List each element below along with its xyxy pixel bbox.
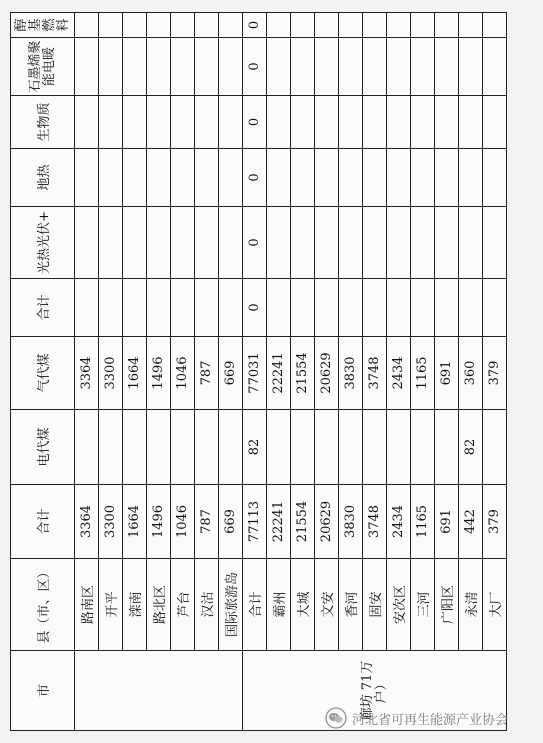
table-row [267,13,291,731]
cell-bio [291,96,315,149]
cell-alcohol [219,13,243,38]
cell-elec [387,410,411,485]
cell-alcohol [411,13,435,38]
cell-gas: 77031 [243,337,267,410]
cell-gas: 1046 [171,337,195,410]
cell-bio [147,96,171,149]
cell-alcohol [363,13,387,38]
table-row [291,13,315,731]
cell-geo [435,149,459,207]
cell-geo [75,149,99,207]
cell-total2 [75,279,99,337]
header-gas: 气代煤 [11,337,75,410]
cell-geo [459,149,483,207]
cell-geo [123,149,147,207]
cell-total2: 0 [243,279,267,337]
table-row [243,13,267,731]
cell-bio [267,96,291,149]
cell-county: 国际旅游岛 [219,559,243,651]
cell-gas: 360 [459,337,483,410]
cell-geo [291,149,315,207]
cell-graphene [99,38,123,96]
cell-gas: 1165 [411,337,435,410]
cell-gas: 787 [195,337,219,410]
cell-graphene [387,38,411,96]
cell-total: 22241 [267,485,291,559]
cell-county: 大城 [291,559,315,651]
cell-gas: 3364 [75,337,99,410]
cell-solar [219,207,243,279]
cell-geo [267,149,291,207]
cell-graphene [171,38,195,96]
cell-total2 [483,279,507,337]
header-geo: 地热 [11,149,75,207]
cell-solar [363,207,387,279]
cell-elec: 82 [243,410,267,485]
cell-elec [99,410,123,485]
cell-bio [363,96,387,149]
cell-elec [123,410,147,485]
cell-solar [75,207,99,279]
cell-total2 [411,279,435,337]
cell-total: 1496 [147,485,171,559]
table-row [435,13,459,731]
cell-bio: 0 [243,96,267,149]
cell-geo [99,149,123,207]
cell-alcohol [315,13,339,38]
cell-graphene [339,38,363,96]
cell-gas: 3830 [339,337,363,410]
cell-graphene: 0 [243,38,267,96]
cell-solar [291,207,315,279]
cell-county: 固安 [363,559,387,651]
cell-alcohol: 0 [243,13,267,38]
cell-elec [483,410,507,485]
table-row [363,13,387,731]
cell-graphene [291,38,315,96]
cell-elec [411,410,435,485]
cell-geo: 0 [243,149,267,207]
cell-total2 [147,279,171,337]
cell-total: 2434 [387,485,411,559]
cell-solar [195,207,219,279]
cell-alcohol [291,13,315,38]
cell-gas: 22241 [267,337,291,410]
cell-total2 [219,279,243,337]
cell-alcohol [195,13,219,38]
cell-gas: 3748 [363,337,387,410]
cell-county: 汉沽 [195,559,219,651]
cell-bio [387,96,411,149]
table-row [387,13,411,731]
cell-geo [339,149,363,207]
cell-alcohol [339,13,363,38]
table-row [171,13,195,731]
cell-bio [75,96,99,149]
cell-alcohol [483,13,507,38]
cell-solar [483,207,507,279]
cell-graphene [315,38,339,96]
cell-graphene [219,38,243,96]
cell-geo [315,149,339,207]
cell-gas: 669 [219,337,243,410]
cell-graphene [195,38,219,96]
cell-solar [99,207,123,279]
cell-graphene [267,38,291,96]
cell-alcohol [171,13,195,38]
cell-county: 路南区 [75,559,99,651]
cell-county: 广阳区 [435,559,459,651]
header-solar: 光热光伏+ [11,207,75,279]
cell-solar [459,207,483,279]
cell-bio [99,96,123,149]
cell-gas: 1664 [123,337,147,410]
cell-bio [123,96,147,149]
cell-total2 [315,279,339,337]
cell-total2 [291,279,315,337]
cell-geo [483,149,507,207]
cell-county: 合计 [243,559,267,651]
cell-county: 霸州 [267,559,291,651]
cell-solar [387,207,411,279]
cell-total: 21554 [291,485,315,559]
cell-total2 [195,279,219,337]
cell-bio [483,96,507,149]
cell-alcohol [267,13,291,38]
cell-geo [147,149,171,207]
table-row [147,13,171,731]
cell-bio [171,96,195,149]
cell-gas: 1496 [147,337,171,410]
cell-graphene [459,38,483,96]
cell-elec [171,410,195,485]
city-cell: 廊坊 71万户） [243,651,507,731]
cell-graphene [123,38,147,96]
cell-county: 大厂 [483,559,507,651]
cell-solar [411,207,435,279]
cell-total: 691 [435,485,459,559]
cell-bio [339,96,363,149]
cell-geo [171,149,195,207]
cell-total2 [363,279,387,337]
cell-graphene [411,38,435,96]
table-row [219,13,243,731]
header-county: 县（市、区） [11,559,75,651]
cell-total2 [171,279,195,337]
table-row [75,13,99,731]
cell-alcohol [387,13,411,38]
cell-county: 芦台 [171,559,195,651]
cell-graphene [75,38,99,96]
cell-county: 香河 [339,559,363,651]
cell-geo [219,149,243,207]
cell-total2 [435,279,459,337]
table-row [315,13,339,731]
cell-county: 滦南 [123,559,147,651]
cell-graphene [435,38,459,96]
cell-solar [123,207,147,279]
cell-solar [315,207,339,279]
cell-elec [195,410,219,485]
cell-elec [219,410,243,485]
cell-alcohol [147,13,171,38]
cell-gas: 2434 [387,337,411,410]
table-row [99,13,123,731]
cell-county: 安次区 [387,559,411,651]
cell-solar [171,207,195,279]
cell-bio [195,96,219,149]
header-total2: 合计 [11,279,75,337]
header-total: 合计 [11,485,75,559]
cell-county: 开平 [99,559,123,651]
cell-total: 1046 [171,485,195,559]
cell-solar [267,207,291,279]
cell-alcohol [435,13,459,38]
cell-solar [435,207,459,279]
cell-elec: 82 [459,410,483,485]
cell-gas: 379 [483,337,507,410]
table-row [459,13,483,731]
header-row [11,13,75,731]
header-graphene: 石墨烯聚能电暖 [11,38,75,96]
table-row [339,13,363,731]
cell-county: 路北区 [147,559,171,651]
header-elec: 电代煤 [11,410,75,485]
cell-gas: 691 [435,337,459,410]
cell-total2 [123,279,147,337]
cell-geo [363,149,387,207]
cell-geo [195,149,219,207]
cell-total2 [267,279,291,337]
cell-total: 20629 [315,485,339,559]
cell-elec [291,410,315,485]
cell-total: 3748 [363,485,387,559]
cell-elec [75,410,99,485]
cell-geo [387,149,411,207]
cell-bio [219,96,243,149]
cell-bio [411,96,435,149]
cell-alcohol [99,13,123,38]
cell-total: 379 [483,485,507,559]
header-bio: 生物质 [11,96,75,149]
cell-gas: 21554 [291,337,315,410]
cell-alcohol [459,13,483,38]
cell-bio [315,96,339,149]
table-row [195,13,219,731]
cell-elec [147,410,171,485]
cell-elec [363,410,387,485]
cell-county: 文安 [315,559,339,651]
cell-county: 三河 [411,559,435,651]
cell-county: 永清 [459,559,483,651]
cell-total: 1165 [411,485,435,559]
watermark [325,706,537,730]
cell-total: 3364 [75,485,99,559]
cell-total: 3300 [99,485,123,559]
table-row [411,13,435,731]
cell-total: 1664 [123,485,147,559]
cell-elec [315,410,339,485]
cell-total2 [339,279,363,337]
cell-total: 442 [459,485,483,559]
cell-gas: 20629 [315,337,339,410]
table-row [483,13,507,731]
table-row [123,13,147,731]
data-table [10,12,507,731]
cell-total2 [99,279,123,337]
cell-alcohol [75,13,99,38]
cell-bio [435,96,459,149]
header-city: 市 [11,651,75,731]
cell-total: 669 [219,485,243,559]
cell-geo [411,149,435,207]
cell-graphene [363,38,387,96]
wechat-icon [325,707,347,729]
cell-elec [339,410,363,485]
header-alcohol: 醇基燃料 [11,13,75,38]
cell-total: 3830 [339,485,363,559]
cell-gas: 3300 [99,337,123,410]
cell-elec [435,410,459,485]
cell-solar [339,207,363,279]
cell-elec [267,410,291,485]
cell-total: 787 [195,485,219,559]
cell-solar: 0 [243,207,267,279]
cell-graphene [483,38,507,96]
cell-alcohol [123,13,147,38]
cell-graphene [147,38,171,96]
cell-total: 77113 [243,485,267,559]
watermark-text: 河北省可再生能源产业协会 [352,712,509,728]
cell-total2 [459,279,483,337]
cell-solar [147,207,171,279]
cell-bio [459,96,483,149]
cell-total2 [387,279,411,337]
city-cell [75,651,243,731]
